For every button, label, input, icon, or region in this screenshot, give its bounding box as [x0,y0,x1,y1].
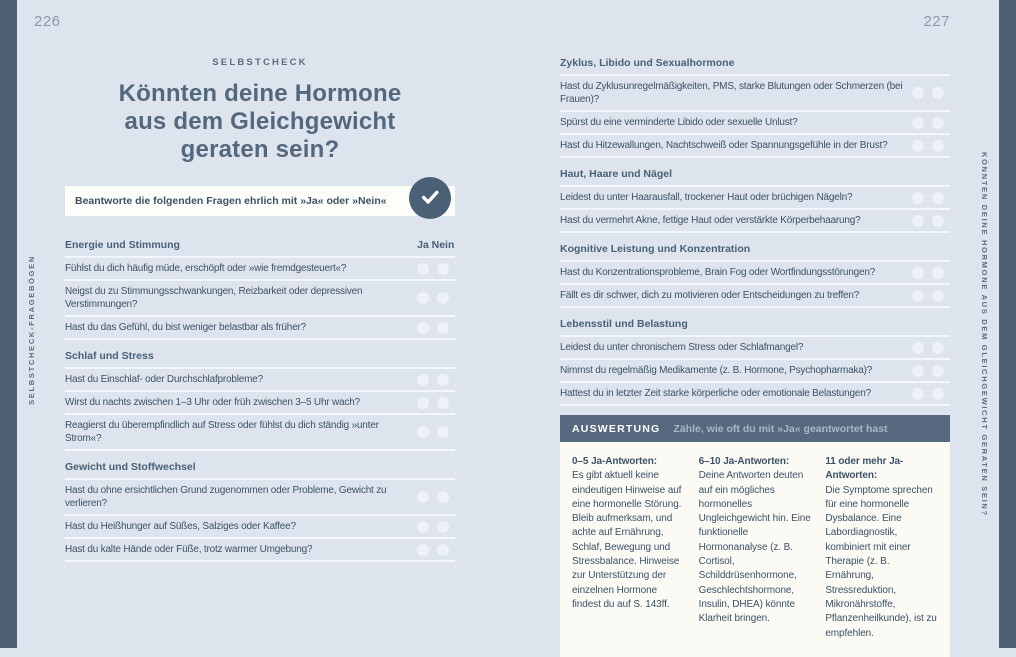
right-question-sections [560,57,950,406]
question-text: Hast du Einschlaf- oder Durchschlafprobleme? [65,374,263,385]
answer-dots [910,117,950,129]
section-title: Lebensstil und Belastung [560,318,688,330]
left-page [65,0,455,562]
answer-dots [910,140,950,152]
ja-checkbox[interactable] [912,290,924,302]
nein-checkbox[interactable] [437,374,449,386]
nein-checkbox[interactable] [437,521,449,533]
answer-dots [415,544,455,556]
eval-body: Die Symptome sprechen für eine hormonelle Dysbalance. Eine Labordiagnostik, kombiniert mit einer Therapie (z. B. Ernährung, Stressreduktion, Mikronährstoffe, Pflanzenheilkunde), ist zu empfehlen. [825,484,937,639]
nein-checkbox[interactable] [932,267,944,279]
nein-checkbox[interactable] [932,215,944,227]
question-section [560,243,950,308]
nein-dot-cell [431,374,455,386]
nein-dot-cell [431,491,455,503]
question-row [65,281,455,317]
ja-dot-cell [415,292,431,304]
question-text: Hast du das Gefühl, du bist weniger belastbar als früher? [65,322,306,333]
nein-checkbox[interactable] [437,292,449,304]
left-page-edge-band [0,0,17,648]
ja-dot-cell [910,388,926,400]
ja-checkbox[interactable] [912,215,924,227]
question-text: Hast du Konzentrationsprobleme, Brain Fog oder Wortfindungsstörungen? [560,267,876,278]
nein-column-header: Nein [431,239,455,251]
ja-dot-cell [415,374,431,386]
eval-column [825,455,938,641]
ja-dot-cell [415,322,431,334]
question-row [65,516,455,539]
nein-dot-cell [431,322,455,334]
ja-dot-cell [910,215,926,227]
nein-dot-cell [431,397,455,409]
question-section [65,239,455,340]
checkmark-icon [419,186,441,211]
eval-body: Deine Antworten deuten auf ein mögliches hormonelles Ungleichgewicht hin. Eine funktionelle Hormonanalyse (z. B. Cortisol, Schilddrüsenhormone, Geschlechtshormone, Insulin, DHEA) könnte Klarheit bringen. [698,470,811,625]
nein-dot-cell [926,192,950,204]
ja-checkbox[interactable] [417,491,429,503]
instruction-text: Beantworte die folgenden Fragen ehrlich mit »Ja« oder »Nein« [75,195,387,207]
question-row [560,76,950,112]
ja-checkbox[interactable] [417,426,429,438]
section-header [560,318,950,337]
auswertung-label: AUSWERTUNG [572,422,661,435]
question-text: Hast du kalte Hände oder Füße, trotz warmer Umgebung? [65,544,313,555]
section-header [65,461,455,480]
section-header [65,350,455,369]
answer-dots [910,388,950,400]
question-row [560,112,950,135]
ja-checkbox[interactable] [912,140,924,152]
ja-dot-cell [910,192,926,204]
nein-checkbox[interactable] [932,87,944,99]
page-title-line: Könnten deine Hormone [118,80,402,107]
answer-dots [910,215,950,227]
answer-dots [415,426,455,438]
question-row [560,383,950,406]
eval-heading: 11 oder mehr Ja-Antworten: [825,456,904,482]
check-badge [409,177,451,219]
question-section [560,168,950,233]
nein-dot-cell [431,292,455,304]
ja-dot-cell [415,263,431,275]
section-title: Kognitive Leistung und Konzentration [560,243,751,255]
section-header [65,239,455,258]
ja-dot-cell [415,521,431,533]
nein-dot-cell [431,544,455,556]
ja-dot-cell [910,117,926,129]
ja-checkbox[interactable] [417,263,429,275]
question-text: Hast du Heißhunger auf Süßes, Salziges oder Kaffee? [65,521,296,532]
ja-checkbox[interactable] [417,374,429,386]
right-page-edge-band [999,0,1016,648]
eval-body: Es gibt aktuell keine eindeutigen Hinweise auf eine hormonelle Störung. Bleib aufmerksam, und achte auf Ernährung, Schlaf, Bewegung und Stressbalance. Hinweise zur Unterstützung der einzelnen Hormone findest du auf S. 143ff. [572,470,682,610]
question-row [560,337,950,360]
ja-checkbox[interactable] [912,117,924,129]
nein-dot-cell [926,215,950,227]
ja-dot-cell [910,267,926,279]
question-text: Hast du ohne ersichtlichen Grund zugenommen oder Probleme, Gewicht zu verlieren? [65,485,387,509]
section-title: Schlaf und Stress [65,350,154,362]
ja-checkbox[interactable] [417,397,429,409]
nein-checkbox[interactable] [932,365,944,377]
left-question-sections [65,239,455,562]
ja-dot-cell [910,365,926,377]
page-title-line: aus dem Gleichgewicht [124,108,396,135]
ja-dot-cell [415,397,431,409]
section-header [560,57,950,76]
nein-checkbox[interactable] [932,140,944,152]
ja-dot-cell [415,491,431,503]
nein-dot-cell [431,426,455,438]
section-title: Gewicht und Stoffwechsel [65,461,196,473]
ja-checkbox[interactable] [912,192,924,204]
nein-checkbox[interactable] [437,491,449,503]
question-row [560,262,950,285]
answer-dots [910,290,950,302]
page-number-right: 227 [923,13,950,30]
spine-label-chapter: SELBSTCHECK-FRAGEBÖGEN [27,255,36,405]
instruction-bar [65,186,455,216]
nein-dot-cell [431,521,455,533]
answer-dots [910,342,950,354]
auswertung-header-bar [560,415,950,442]
question-text: Reagierst du überempfindlich auf Stress oder fühlst du dich ständig »unter Strom«? [65,420,379,444]
section-title: Energie und Stimmung [65,239,180,251]
ja-checkbox[interactable] [417,292,429,304]
nein-checkbox[interactable] [932,342,944,354]
question-text: Hast du Hitzewallungen, Nachtschweiß oder Spannungsgefühle in der Brust? [560,140,888,151]
auswertung-panel [560,442,950,657]
question-text: Hast du Zyklusunregelmäßigkeiten, PMS, starke Blutungen oder Schmerzen (bei Frauen)? [560,81,903,105]
ja-dot-cell [910,140,926,152]
page-title-line: geraten sein? [180,136,340,163]
answer-dots [910,87,950,99]
ja-dot-cell [910,87,926,99]
ja-checkbox[interactable] [912,365,924,377]
ja-dot-cell [415,544,431,556]
ja-dot-cell [910,290,926,302]
section-title: Haut, Haare und Nägel [560,168,673,180]
nein-dot-cell [926,388,950,400]
question-row [560,187,950,210]
eval-heading: 6–10 Ja-Antworten: [698,456,790,467]
answer-dots [910,267,950,279]
question-row [65,258,455,281]
eval-column [572,455,685,641]
question-section [65,350,455,451]
question-text: Fällt es dir schwer, dich zu motivieren oder Entscheidungen zu treffen? [560,290,860,301]
question-text: Wirst du nachts zwischen 1–3 Uhr oder früh zwischen 3–5 Uhr wach? [65,397,360,408]
ja-dot-cell [910,342,926,354]
auswertung-subtitle: Zähle, wie oft du mit »Ja« geantwortet hast [673,422,888,435]
question-row [65,480,455,516]
eval-heading: 0–5 Ja-Antworten: [572,456,657,467]
nein-dot-cell [926,342,950,354]
nein-checkbox[interactable] [437,544,449,556]
nein-dot-cell [926,267,950,279]
kicker-label: SELBSTCHECK [212,57,308,68]
question-row [560,360,950,383]
ja-checkbox[interactable] [912,388,924,400]
ja-checkbox[interactable] [417,322,429,334]
question-row [65,317,455,340]
question-section [560,57,950,158]
nein-checkbox[interactable] [932,290,944,302]
ja-checkbox[interactable] [912,267,924,279]
nein-dot-cell [926,87,950,99]
question-row [65,415,455,451]
ja-column-header: Ja [417,239,429,251]
nein-checkbox[interactable] [932,388,944,400]
question-text: Hattest du in letzter Zeit starke körperliche oder emotionale Belastungen? [560,388,871,399]
ja-checkbox[interactable] [417,544,429,556]
answer-dots [910,365,950,377]
answer-dots [415,292,455,304]
nein-checkbox[interactable] [437,426,449,438]
question-text: Fühlst du dich häufig müde, erschöpft oder »wie fremdgesteuert«? [65,263,347,274]
question-row [560,285,950,308]
nein-dot-cell [926,140,950,152]
question-row [65,369,455,392]
spine-label-title: KÖNNTEN DEINE HORMONE AUS DEM GLEICHGEWICHT GERATEN SEIN? [980,152,989,517]
nein-dot-cell [926,290,950,302]
answer-dots [415,322,455,334]
nein-checkbox[interactable] [437,263,449,275]
ja-checkbox[interactable] [417,521,429,533]
answer-dots [415,397,455,409]
question-row [65,392,455,415]
answer-dots [910,192,950,204]
nein-checkbox[interactable] [437,322,449,334]
question-row [560,135,950,158]
section-title: Zyklus, Libido und Sexualhormone [560,57,735,69]
answer-dots [415,491,455,503]
nein-checkbox[interactable] [932,117,944,129]
nein-checkbox[interactable] [437,397,449,409]
nein-dot-cell [926,365,950,377]
nein-dot-cell [431,263,455,275]
question-text: Spürst du eine verminderte Libido oder sexuelle Unlust? [560,117,798,128]
nein-dot-cell [926,117,950,129]
question-section [65,461,455,562]
answer-dots [415,521,455,533]
question-text: Hast du vermehrt Akne, fettige Haut oder verstärkte Körperbehaarung? [560,215,861,226]
question-row [65,539,455,562]
ja-dot-cell [415,426,431,438]
eval-column [699,455,812,641]
question-text: Nimmst du regelmäßig Medikamente (z. B. Hormone, Psychopharmaka)? [560,365,873,376]
page-title [65,80,455,164]
answer-dots [415,374,455,386]
question-row [560,210,950,233]
question-text: Neigst du zu Stimmungsschwankungen, Reizbarkeit oder depressiven Verstimmungen? [65,286,363,310]
question-section [560,318,950,406]
ja-checkbox[interactable] [912,342,924,354]
question-text: Leidest du unter Haarausfall, trockener Haut oder brüchigen Nägeln? [560,192,853,203]
answer-dots [415,263,455,275]
question-text: Leidest du unter chronischem Stress oder Schlafmangel? [560,342,804,353]
ja-checkbox[interactable] [912,87,924,99]
answer-column-headers [415,239,455,251]
section-header [560,243,950,262]
section-header [560,168,950,187]
right-page [560,0,950,657]
nein-checkbox[interactable] [932,192,944,204]
page-number-left: 226 [34,13,61,30]
